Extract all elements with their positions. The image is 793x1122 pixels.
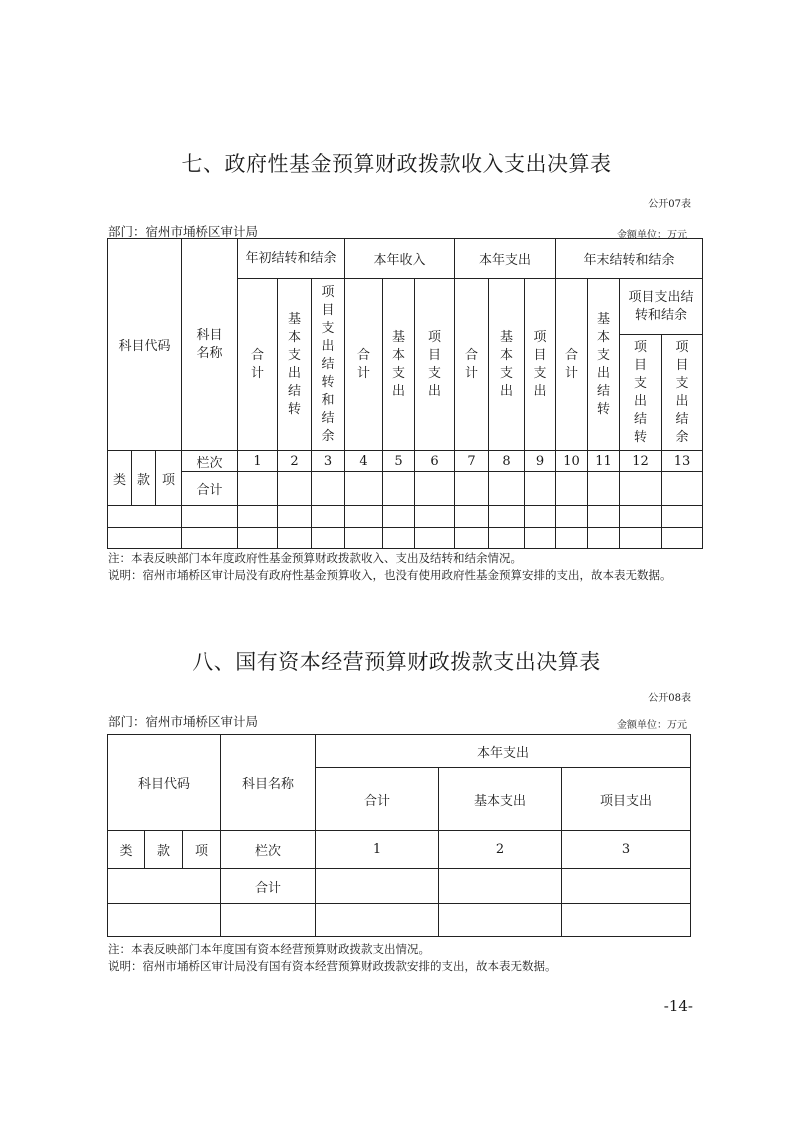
col-number: 3 (562, 831, 691, 869)
col-number: 11 (588, 451, 620, 472)
section7-table-code: 公开07表 (648, 199, 691, 210)
header-lei: 类 (108, 831, 145, 869)
header-nianmo: 年末结转和结余 (556, 239, 703, 279)
col-number: 4 (345, 451, 383, 472)
table-cell (525, 472, 556, 506)
table-cell (383, 528, 415, 549)
header-heji: 合计 (345, 279, 383, 451)
section7-unit: 金额单位：万元 (617, 230, 687, 241)
table-cell (439, 869, 562, 904)
section7-note: 注：本表反映部门本年度政府性基金预算财政拨款收入、支出及结转和结余情况。 (108, 551, 522, 565)
table-cell (489, 528, 525, 549)
header-kemu-code: 科目代码 (108, 239, 182, 451)
table-cell (556, 528, 588, 549)
header-benian-shouru: 本年收入 (345, 239, 455, 279)
table-cell (588, 506, 620, 528)
table-cell (345, 506, 383, 528)
table-cell (455, 472, 489, 506)
header-nianchu: 年初结转和结余 (238, 239, 345, 279)
col-number: 1 (316, 831, 439, 869)
col-number: 5 (383, 451, 415, 472)
table-cell (489, 472, 525, 506)
section8-title: 八、国有资本经营预算财政拨款支出决算表 (192, 650, 601, 674)
header-xiang: 项 (156, 451, 182, 506)
header-jiben-jiezhuan: 基本支出结转 (588, 279, 620, 451)
table-cell (556, 472, 588, 506)
header-xiangmu-zhichu: 项目支出 (415, 279, 455, 451)
table-cell (620, 472, 662, 506)
col-number: 7 (455, 451, 489, 472)
header-lei: 类 (108, 451, 132, 506)
table-cell (489, 506, 525, 528)
header-heji: 合计 (455, 279, 489, 451)
table-cell (662, 472, 703, 506)
col-number: 9 (525, 451, 556, 472)
header-kemu-name: 科目名称 (182, 239, 238, 451)
header-xiangmu-jieyu: 项目支出结余 (662, 335, 703, 451)
table-cell (588, 472, 620, 506)
table-cell (108, 528, 182, 549)
table-cell (221, 904, 316, 937)
table-cell (562, 869, 691, 904)
col-number: 8 (489, 451, 525, 472)
header-heji: 合计 (316, 768, 439, 831)
table-cell (108, 904, 221, 937)
section7-explanation: 说明：宿州市埇桥区审计局没有政府性基金预算收入，也没有使用政府性基金预算安排的支出，故本表无数据。 (108, 568, 672, 582)
label-total: 合计 (182, 472, 238, 506)
header-heji: 合计 (238, 279, 278, 451)
table-cell (316, 869, 439, 904)
section8-explanation: 说明：宿州市埇桥区审计局没有国有资本经营预算财政拨款安排的支出，故本表无数据。 (108, 959, 557, 973)
table-cell (588, 528, 620, 549)
table-cell (415, 506, 455, 528)
table-cell (562, 904, 691, 937)
header-heji: 合计 (556, 279, 588, 451)
table-cell (525, 506, 556, 528)
col-number: 1 (238, 451, 278, 472)
header-xiang: 项 (183, 831, 221, 869)
page-number: -14- (663, 997, 693, 1015)
section8-note: 注：本表反映部门本年度国有资本经营预算财政拨款支出情况。 (108, 942, 430, 956)
table-cell (439, 904, 562, 937)
table-cell (415, 472, 455, 506)
col-number: 12 (620, 451, 662, 472)
header-jiben-jiezhuan: 基本支出结转 (278, 279, 312, 451)
section8-department: 部门：宿州市埇桥区审计局 (108, 714, 259, 729)
table-cell (278, 528, 312, 549)
table-cell (345, 472, 383, 506)
table-cell (662, 528, 703, 549)
table-cell (620, 506, 662, 528)
header-benian-zhichu: 本年支出 (316, 735, 691, 768)
label-total: 合计 (221, 869, 316, 904)
table-cell (383, 506, 415, 528)
col-number: 6 (415, 451, 455, 472)
header-kemu-code: 科目代码 (108, 735, 221, 831)
table-cell (662, 506, 703, 528)
col-number: 3 (312, 451, 345, 472)
table-cell (312, 528, 345, 549)
table-cell (108, 869, 221, 904)
table-cell (278, 472, 312, 506)
header-jiben-zhichu: 基本支出 (439, 768, 562, 831)
table-cell (455, 506, 489, 528)
header-jiben-zhichu: 基本支出 (383, 279, 415, 451)
table-cell (455, 528, 489, 549)
table-cell (182, 528, 238, 549)
header-kemu-name: 科目名称 (221, 735, 316, 831)
table-cell (415, 528, 455, 549)
table-cell (620, 528, 662, 549)
table-cell (345, 528, 383, 549)
table-cell (238, 528, 278, 549)
section7-table (107, 238, 703, 549)
section8-unit: 金额单位：万元 (617, 720, 687, 731)
header-kuan: 款 (145, 831, 183, 869)
header-xiangmu-jiezhuan-jieyu: 项目支出结转和结余 (312, 279, 345, 451)
header-benian-zhichu: 本年支出 (455, 239, 556, 279)
table-cell (383, 472, 415, 506)
section7-department: 部门：宿州市埇桥区审计局 (108, 224, 259, 239)
col-number: 2 (439, 831, 562, 869)
table-cell (278, 506, 312, 528)
table-cell (182, 506, 238, 528)
col-number: 13 (662, 451, 703, 472)
table-cell (316, 904, 439, 937)
col-number: 10 (556, 451, 588, 472)
table-cell (312, 472, 345, 506)
table-cell (238, 472, 278, 506)
header-xiangmu-jiezhuan-jieyu: 项目支出结转和结余 (620, 279, 703, 335)
section7-title: 七、政府性基金预算财政拨款收入支出决算表 (181, 152, 612, 176)
header-xiangmu-jiezhuan: 项目支出结转 (620, 335, 662, 451)
table-cell (525, 528, 556, 549)
header-xiangmu-zhichu: 项目支出 (562, 768, 691, 831)
table-cell (238, 506, 278, 528)
col-number: 2 (278, 451, 312, 472)
table-cell (108, 506, 182, 528)
table-cell (312, 506, 345, 528)
header-jiben-zhichu: 基本支出 (489, 279, 525, 451)
table-cell (556, 506, 588, 528)
section8-table (107, 734, 691, 937)
label-lanci: 栏次 (221, 831, 316, 869)
header-kuan: 款 (132, 451, 156, 506)
section8-table-code: 公开08表 (648, 693, 691, 704)
label-lanci: 栏次 (182, 451, 238, 472)
header-xiangmu-zhichu: 项目支出 (525, 279, 556, 451)
